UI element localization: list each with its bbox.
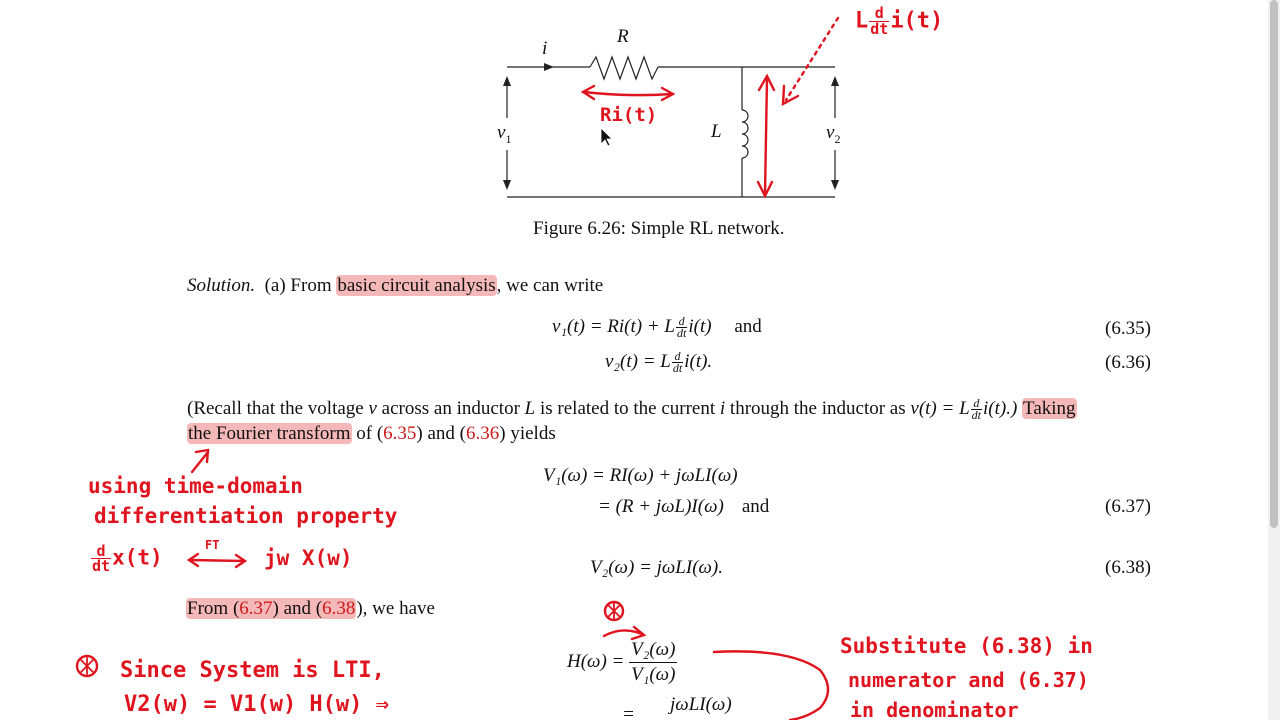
scrollbar-thumb[interactable] [1270,0,1278,528]
ref-6-38[interactable]: 6.38 [322,598,356,619]
ink-inductor-double-arrow [765,78,767,194]
next-numerator: jωLI(ω) [670,694,732,715]
ink-using-line-2: differentiation property [94,504,398,528]
inductor-symbol [742,110,748,158]
ink-using-line-1: using time-domain [88,474,303,498]
mouse-cursor [601,128,612,146]
ink-dotted-arrow [786,18,838,100]
equation-6-35: v₁(t) = Ri(t) + L $\frac{d}{dt}$ i(t) and [552,314,762,341]
next-equals: = [622,704,635,725]
recall-line-2: the Fourier transform of (6.35) and (6.36) yields [188,423,556,444]
inductor-label: L [711,121,722,142]
highlight-from-refs: From (6.37) and (6.38 [187,598,356,619]
ink-numerator-arrow [604,630,642,636]
equation-6-37-line-1: V₁(ω) = RI(ω) + jωLI(ω) [543,465,738,486]
ink-ft-pair: $\frac{d}{dt}$ x(t) [92,542,163,575]
ref-6-35[interactable]: 6.35 [383,423,417,444]
ink-up-arrow [192,452,208,472]
ink-ft-double-arrow [190,560,244,561]
ink-since-line-2: V2(w) = V1(w) H(w) ⇒ [124,692,389,717]
equation-number-6-37: (6.37) [1105,496,1151,517]
v1-label: $v_1$ [497,122,512,146]
from-line: From (6.37) and (6.38), we have [187,598,435,619]
resistor-symbol [590,57,658,79]
highlight-fourier-transform: the Fourier transform [188,423,351,444]
highlight-taking: Taking [1023,398,1076,419]
circuit-arrowheads [503,63,839,190]
highlight-basic-circuit: basic circuit analysis [337,275,496,296]
ref-6-37[interactable]: 6.37 [239,598,273,619]
v2-label: $v_2$ [826,122,841,146]
ink-since-line-1: Since System is LTI, [120,658,385,683]
equation-6-36: v₂(t) = L $\frac{d}{dt}$ i(t). [605,349,713,376]
ref-6-36[interactable]: 6.36 [466,423,500,444]
ink-ri-note: Ri(t) [600,104,658,126]
ink-ft-rhs: jw X(w) [264,546,353,570]
ink-ft-label: FT [205,538,220,552]
recall-line-1: (Recall that the voltage v across an inductor L is related to the current i through the inductor as v(t) = L $\frac{d}{dt}$ i(t).) Taking [187,396,1076,423]
equation-6-37-line-2: = (R + jωL)I(ω) and [598,496,770,517]
ink-ri-double-arrow [584,92,672,95]
ink-substitute-line-1: Substitute (6.38) in [840,634,1093,658]
ink-ldi-note: L $\frac{d}{dt}$ i(t) [855,4,944,38]
ink-substitute-line-3: in denominator [850,698,1019,722]
equation-number-6-35: (6.35) [1105,318,1151,339]
current-label: i [542,38,548,59]
circuit-wires [507,57,835,197]
resistor-label: R [617,26,629,47]
transfer-function-equation: H(ω) = $\frac{\text{V₂(ω)}}{\text{V₁(ω)}}$ [567,639,676,685]
solution-line: Solution. (a) From basic circuit analysis, we can write [187,275,604,296]
equation-number-6-36: (6.36) [1105,352,1151,373]
equation-number-6-38: (6.38) [1105,557,1151,578]
figure-caption: Figure 6.26: Simple RL network. [533,218,785,239]
vertical-scrollbar[interactable] [1268,0,1280,720]
equation-6-38: V₂(ω) = jωLI(ω). [590,557,724,578]
ink-substitute-line-2: numerator and (6.37) [848,668,1089,692]
